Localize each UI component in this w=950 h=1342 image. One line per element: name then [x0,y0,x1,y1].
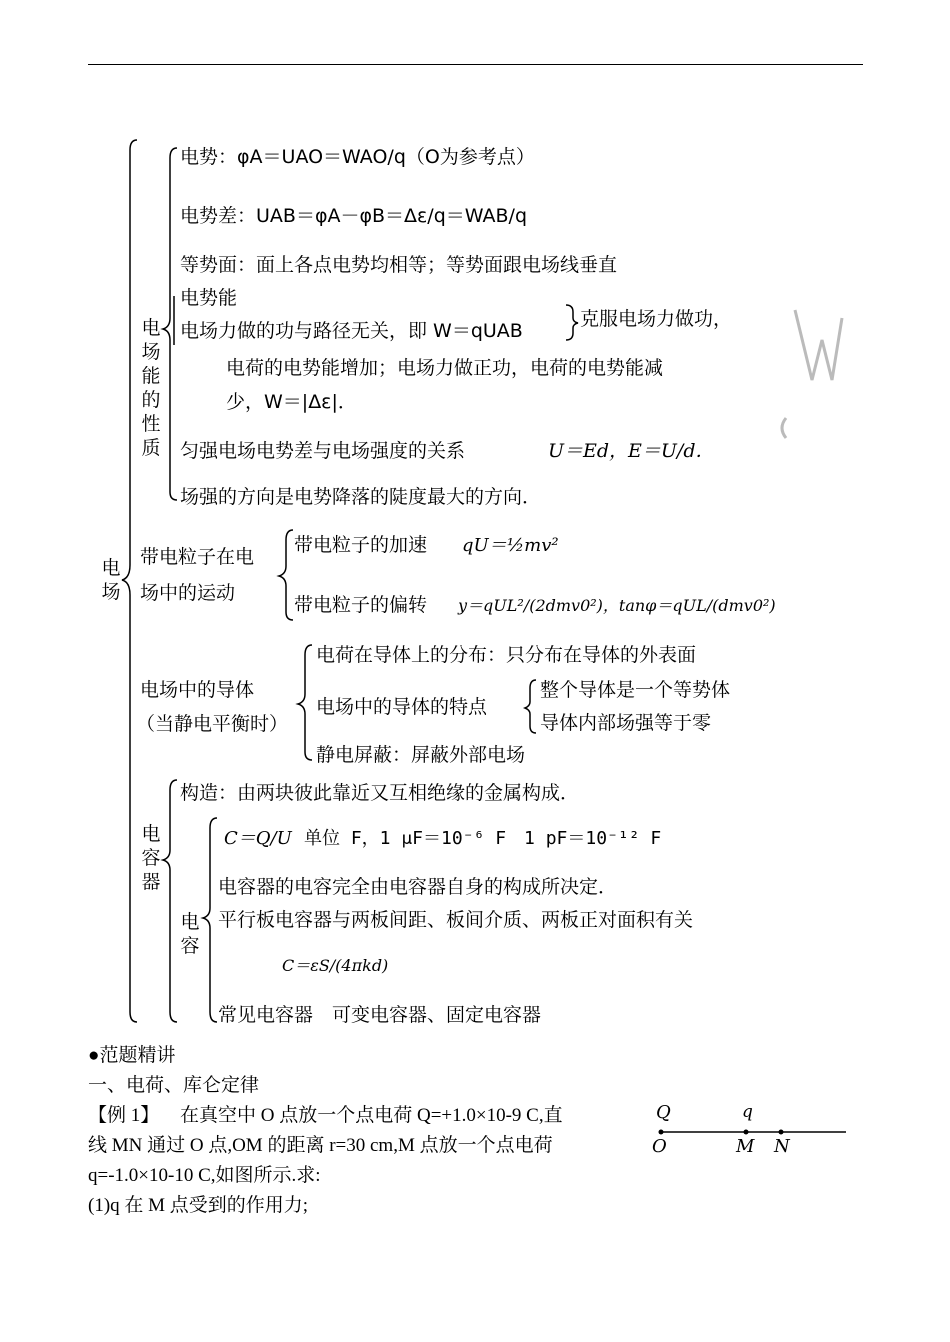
deflection-label: 带电粒子的偏转 [294,594,428,616]
watermark-mark [782,310,842,438]
conductor-features-label: 电场中的导体的特点 [316,696,488,718]
example-text-line3: q=-1.0×10-10 C,如图所示.求: [88,1165,321,1186]
figure-label-Q: Q [656,1102,671,1123]
charge-distribution: 电荷在导体上的分布：只分布在导体的外表面 [316,644,697,666]
potential-difference: 电势差：UAB＝φA－φB＝Δε/q＝WAB/q [180,205,528,227]
overcome-work: 克服电场力做功， [580,308,733,330]
features-brace [525,680,536,733]
figure-label-N: N [774,1136,790,1157]
parallel-plate-dependence: 平行板电容器与两板间距、板间介质、两板正对面积有关 [218,909,694,931]
capacitance-units: 单位 F，1 μF＝10⁻⁶ F 1 pF＝10⁻¹² F [304,828,662,849]
root-brace [122,140,137,1022]
parallel-plate-formula: C＝εS/(4πkd) [282,956,389,975]
work-path-independent: 电场力做的功与路径无关，即 W＝qUAB [180,320,523,342]
question-1: (1)q 在 M 点受到的作用力; [88,1195,309,1216]
example-text-line1: 在真空中 O 点放一个点电荷 Q=+1.0×10-9 C,直 [180,1105,563,1126]
section3-title-line1: 电场中的导体 [140,679,255,701]
section4-title: 电容器 [141,823,161,893]
section2-title-line1: 带电粒子在电 [140,546,255,568]
capacitor-structure: 构造：由两块彼此靠近又互相绝缘的金属构成． [180,782,580,804]
section1-brace [163,148,177,500]
uniform-field-relation: 匀强电场电势差与电场强度的关系 [180,440,466,462]
figure-label-M: M [736,1136,755,1157]
field-direction-statement: 场强的方向是电势降落的陡度最大的方向． [180,486,542,508]
deflection-formula: y＝qUL²/(2dmv0²)，tanφ＝qUL/(dmv0²) [458,596,776,615]
section4-brace [163,780,177,1022]
topic-subheading: 一、电荷、库仑定律 [88,1075,260,1096]
common-capacitors: 常见电容器 可变电容器、固定电容器 [218,1004,542,1026]
section-heading: ●范题精讲 [88,1045,176,1066]
capacitance-determined-by: 电容器的电容完全由电容器自身的构成所决定． [218,876,618,898]
capacitance-brace [203,818,217,1022]
uniform-field-formula: U＝Ed，E＝U/d． [548,440,715,462]
section1-title: 电场能的性质 [141,317,161,459]
potential-energy-title: 电势能 [180,287,238,309]
energy-change-line1: 电荷的电势能增加；电场力做正功，电荷的电势能减 [226,357,664,379]
figure-label-q: q [742,1102,753,1122]
section2-brace [279,530,293,620]
acceleration-formula: qU＝½mv² [462,535,559,556]
example-tag: 【例 1】 [88,1105,160,1126]
section3-brace [298,645,312,760]
electrostatic-shielding: 静电屏蔽：屏蔽外部电场 [316,744,526,766]
acceleration-label: 带电粒子的加速 [294,534,428,556]
energy-change-line2: 少，W＝|Δε|． [226,391,357,413]
section3-title-line2: （当静电平衡时） [136,713,289,735]
conductor-feature-equipotential: 整个导体是一个等势体 [540,679,731,701]
figure-line-diagram [659,1130,847,1135]
section2-title-line2: 场中的运动 [140,582,236,604]
conductor-feature-zero-field: 导体内部场强等于零 [540,712,712,734]
capacitance-formula: C＝Q/U [224,828,292,849]
capacitance-title: 电容 [180,911,200,957]
potential-definition: 电势：φA＝UAO＝WAO/q（O为参考点） [180,146,535,168]
overcome-brace [566,305,578,340]
root-label: 电场 [101,557,121,603]
equipotential-surface: 等势面：面上各点电势均相等；等势面跟电场线垂直 [180,254,618,276]
example-text-line2: 线 MN 通过 O 点,OM 的距离 r=30 cm,M 点放一个点电荷 [88,1135,553,1156]
figure-label-O: O [652,1136,667,1157]
